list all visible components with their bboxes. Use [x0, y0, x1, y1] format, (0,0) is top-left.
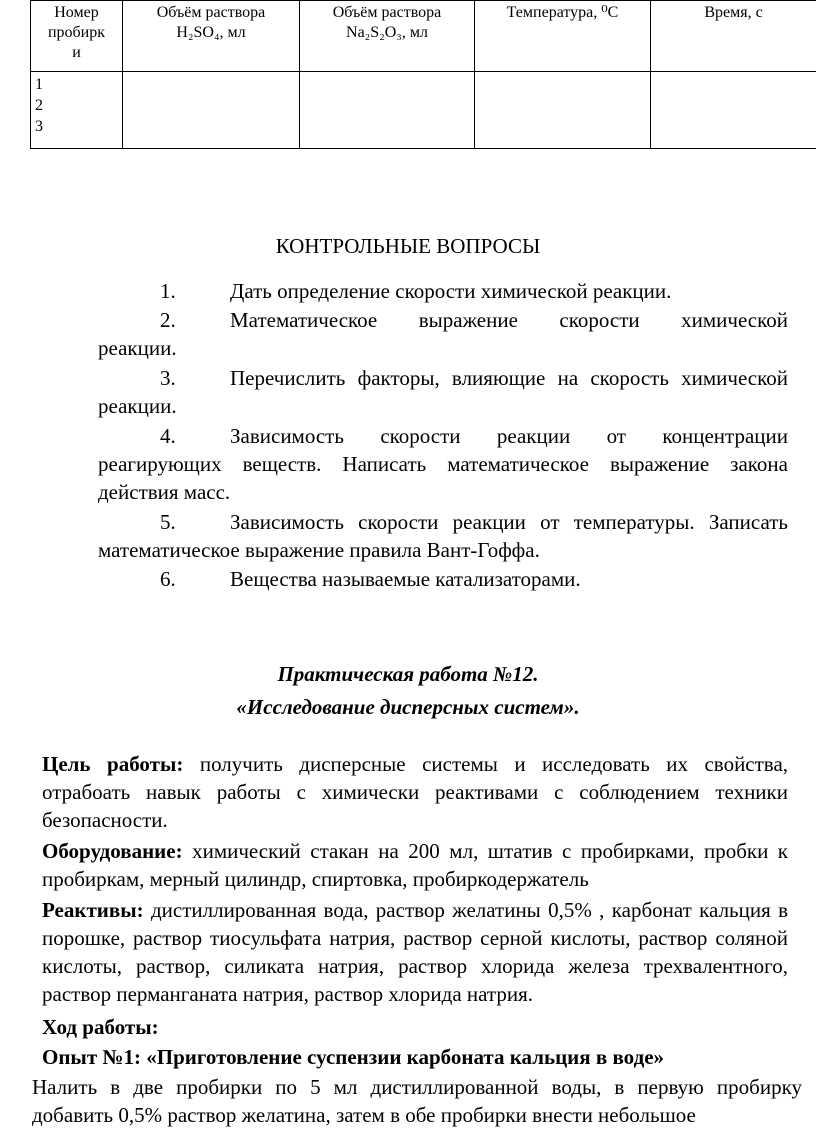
practical-title: Практическая работа №12. — [277, 662, 539, 686]
practical-subtitle: «Исследование дисперсных систем». — [236, 695, 580, 719]
experiment-paragraph: Налить в две пробирки по 5 мл дистиллированной воды, в первую пробирку добавить 0,5% раствор желатина, затем в обе пробирки внести небольшое — [32, 1075, 802, 1127]
reagents-label: Реактивы: — [42, 898, 144, 922]
header-temperature: Температура, ⁰С — [475, 1, 651, 72]
questions-title: КОНТРОЛЬНЫЕ ВОПРОСЫ — [275, 234, 541, 258]
header-h2so4-volume — [123, 1, 300, 72]
question-text: Дать определение скорости химической реакции. — [230, 279, 672, 303]
question-list — [98, 277, 788, 593]
question-number: 2. — [160, 308, 176, 332]
question-item — [98, 364, 788, 422]
question-number: 5. — [160, 510, 176, 534]
question-text: Зависимость скорости реакции от концентрации реагирующих веществ. Написать математическое выражение закона действия масс. — [98, 424, 788, 504]
row-numbers — [31, 72, 123, 149]
header-na2s2o3-volume — [300, 1, 475, 72]
question-item — [98, 422, 788, 508]
experiment-label: Опыт №1: «Приготовление суспензии карбоната кальция в воде» — [42, 1045, 665, 1069]
goal-text: получить дисперсные системы и исследовать их свойства, отрабоать навык работы с химически реактивами с соблюдением техники безопасности. — [42, 752, 789, 832]
table-row — [31, 72, 816, 149]
question-text: Зависимость скорости реакции от температуры. Записать математическое выражение правила Вант-Гоффа. — [98, 510, 788, 562]
goal-label: Цель работы: — [42, 752, 184, 776]
header-line: Объём раствора — [156, 4, 266, 21]
cell-empty — [651, 72, 816, 149]
header-line: H₂SO₄, мл — [176, 24, 246, 41]
cell-empty — [300, 72, 475, 149]
cell-empty — [123, 72, 300, 149]
header-time: Время, с — [651, 1, 816, 72]
header-line: Объём раствора — [332, 4, 442, 21]
question-number: 3. — [160, 366, 176, 390]
header-line: пробирк — [47, 24, 106, 41]
equipment-text: химический стакан на 200 мл, штатив с пробирками, пробки к пробиркам, мерный цилиндр, спиртовка, пробиркодержатель — [42, 839, 789, 891]
table-header-row — [31, 1, 816, 72]
equipment-label: Оборудование: — [42, 839, 183, 863]
row-number: 3 — [35, 118, 43, 135]
header-line: и — [72, 44, 81, 61]
header-line: Номер — [54, 4, 99, 21]
experiment-table — [30, 0, 816, 149]
header-tube-number — [31, 1, 123, 72]
question-item — [98, 277, 788, 306]
row-number: 1 — [35, 76, 43, 93]
experiment-heading — [42, 1043, 802, 1071]
question-text: Математическое выражение скорости химической реакции. — [98, 308, 788, 360]
cell-empty — [475, 72, 651, 149]
row-number: 2 — [35, 97, 43, 114]
reagents-text: дистиллированная вода, раствор желатины 0,5% , карбонат кальция в порошке, раствор тиосульфата натрия, раствор серной кислоты, раствор соляной кислоты, раствор, силиката натрия, раствор хлорида железа трехвалентного, раствор перманганата натрия, раствор хлорида натрия. — [42, 898, 788, 1006]
equipment-paragraph — [42, 837, 788, 893]
reagents-paragraph — [42, 896, 788, 1008]
header-line: Na₂S₂O₃, мл — [346, 24, 428, 41]
question-number: 1. — [160, 279, 176, 303]
question-text: Перечислить факторы, влияющие на скорость химической реакции. — [98, 366, 788, 418]
goal-paragraph — [42, 750, 788, 834]
question-number: 6. — [160, 567, 176, 591]
question-text: Вещества называемые катализаторами. — [230, 567, 581, 591]
question-item — [98, 508, 788, 565]
procedure-label: Ход работы: — [42, 1015, 159, 1039]
question-number: 4. — [160, 424, 176, 448]
procedure-heading — [42, 1013, 159, 1041]
question-item — [98, 306, 788, 364]
question-item — [98, 565, 788, 593]
